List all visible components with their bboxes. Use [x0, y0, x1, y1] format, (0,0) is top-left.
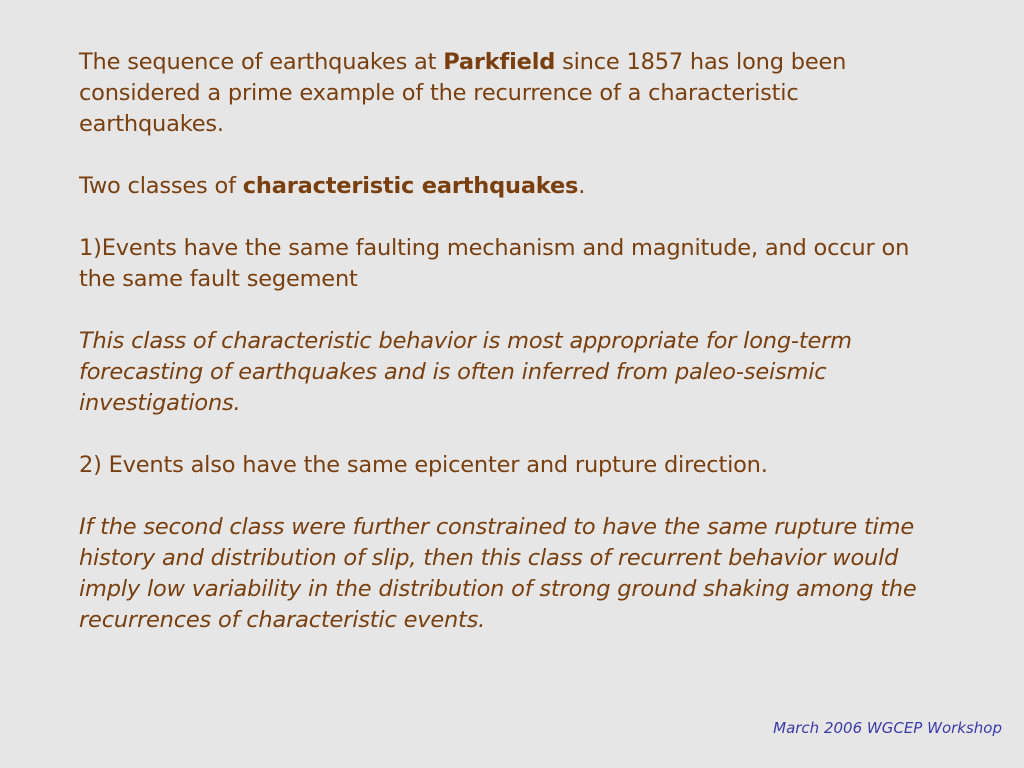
- p2-text-after: .: [578, 173, 586, 199]
- footer-workshop-label: March 2006 WGCEP Workshop: [773, 719, 1002, 737]
- paragraph-parkfield: [79, 47, 939, 140]
- slide-body: [79, 47, 939, 667]
- paragraph-class-one: 1)Events have the same faulting mechanism and magnitude, and occur on the same fault segement: [79, 235, 910, 292]
- p2-text-before: Two classes of: [79, 173, 243, 199]
- p1-text-after: since 1857 has long been considered a prime example of the recurrence of a characteristic earthquakes.: [79, 49, 847, 137]
- p1-text-before: The sequence of earthquakes at: [79, 49, 444, 75]
- paragraph-two-classes: [79, 171, 939, 202]
- p2-emphasis-characteristic: characteristic earthquakes: [242, 173, 579, 199]
- paragraph-class-two-note: If the second class were further constrained to have the same rupture time history and distribution of slip, then this class of recurrent behavior would imply low variability in the distribution of strong ground shaking among the recurrences of characteristic events.: [79, 514, 917, 633]
- p1-emphasis-parkfield: Parkfield: [443, 49, 556, 75]
- paragraph-class-one-note: This class of characteristic behavior is most appropriate for long-term forecasting of earthquakes and is often inferred from paleo-seismic investigations.: [79, 328, 852, 416]
- paragraph-class-two: 2) Events also have the same epicenter and rupture direction.: [79, 452, 768, 478]
